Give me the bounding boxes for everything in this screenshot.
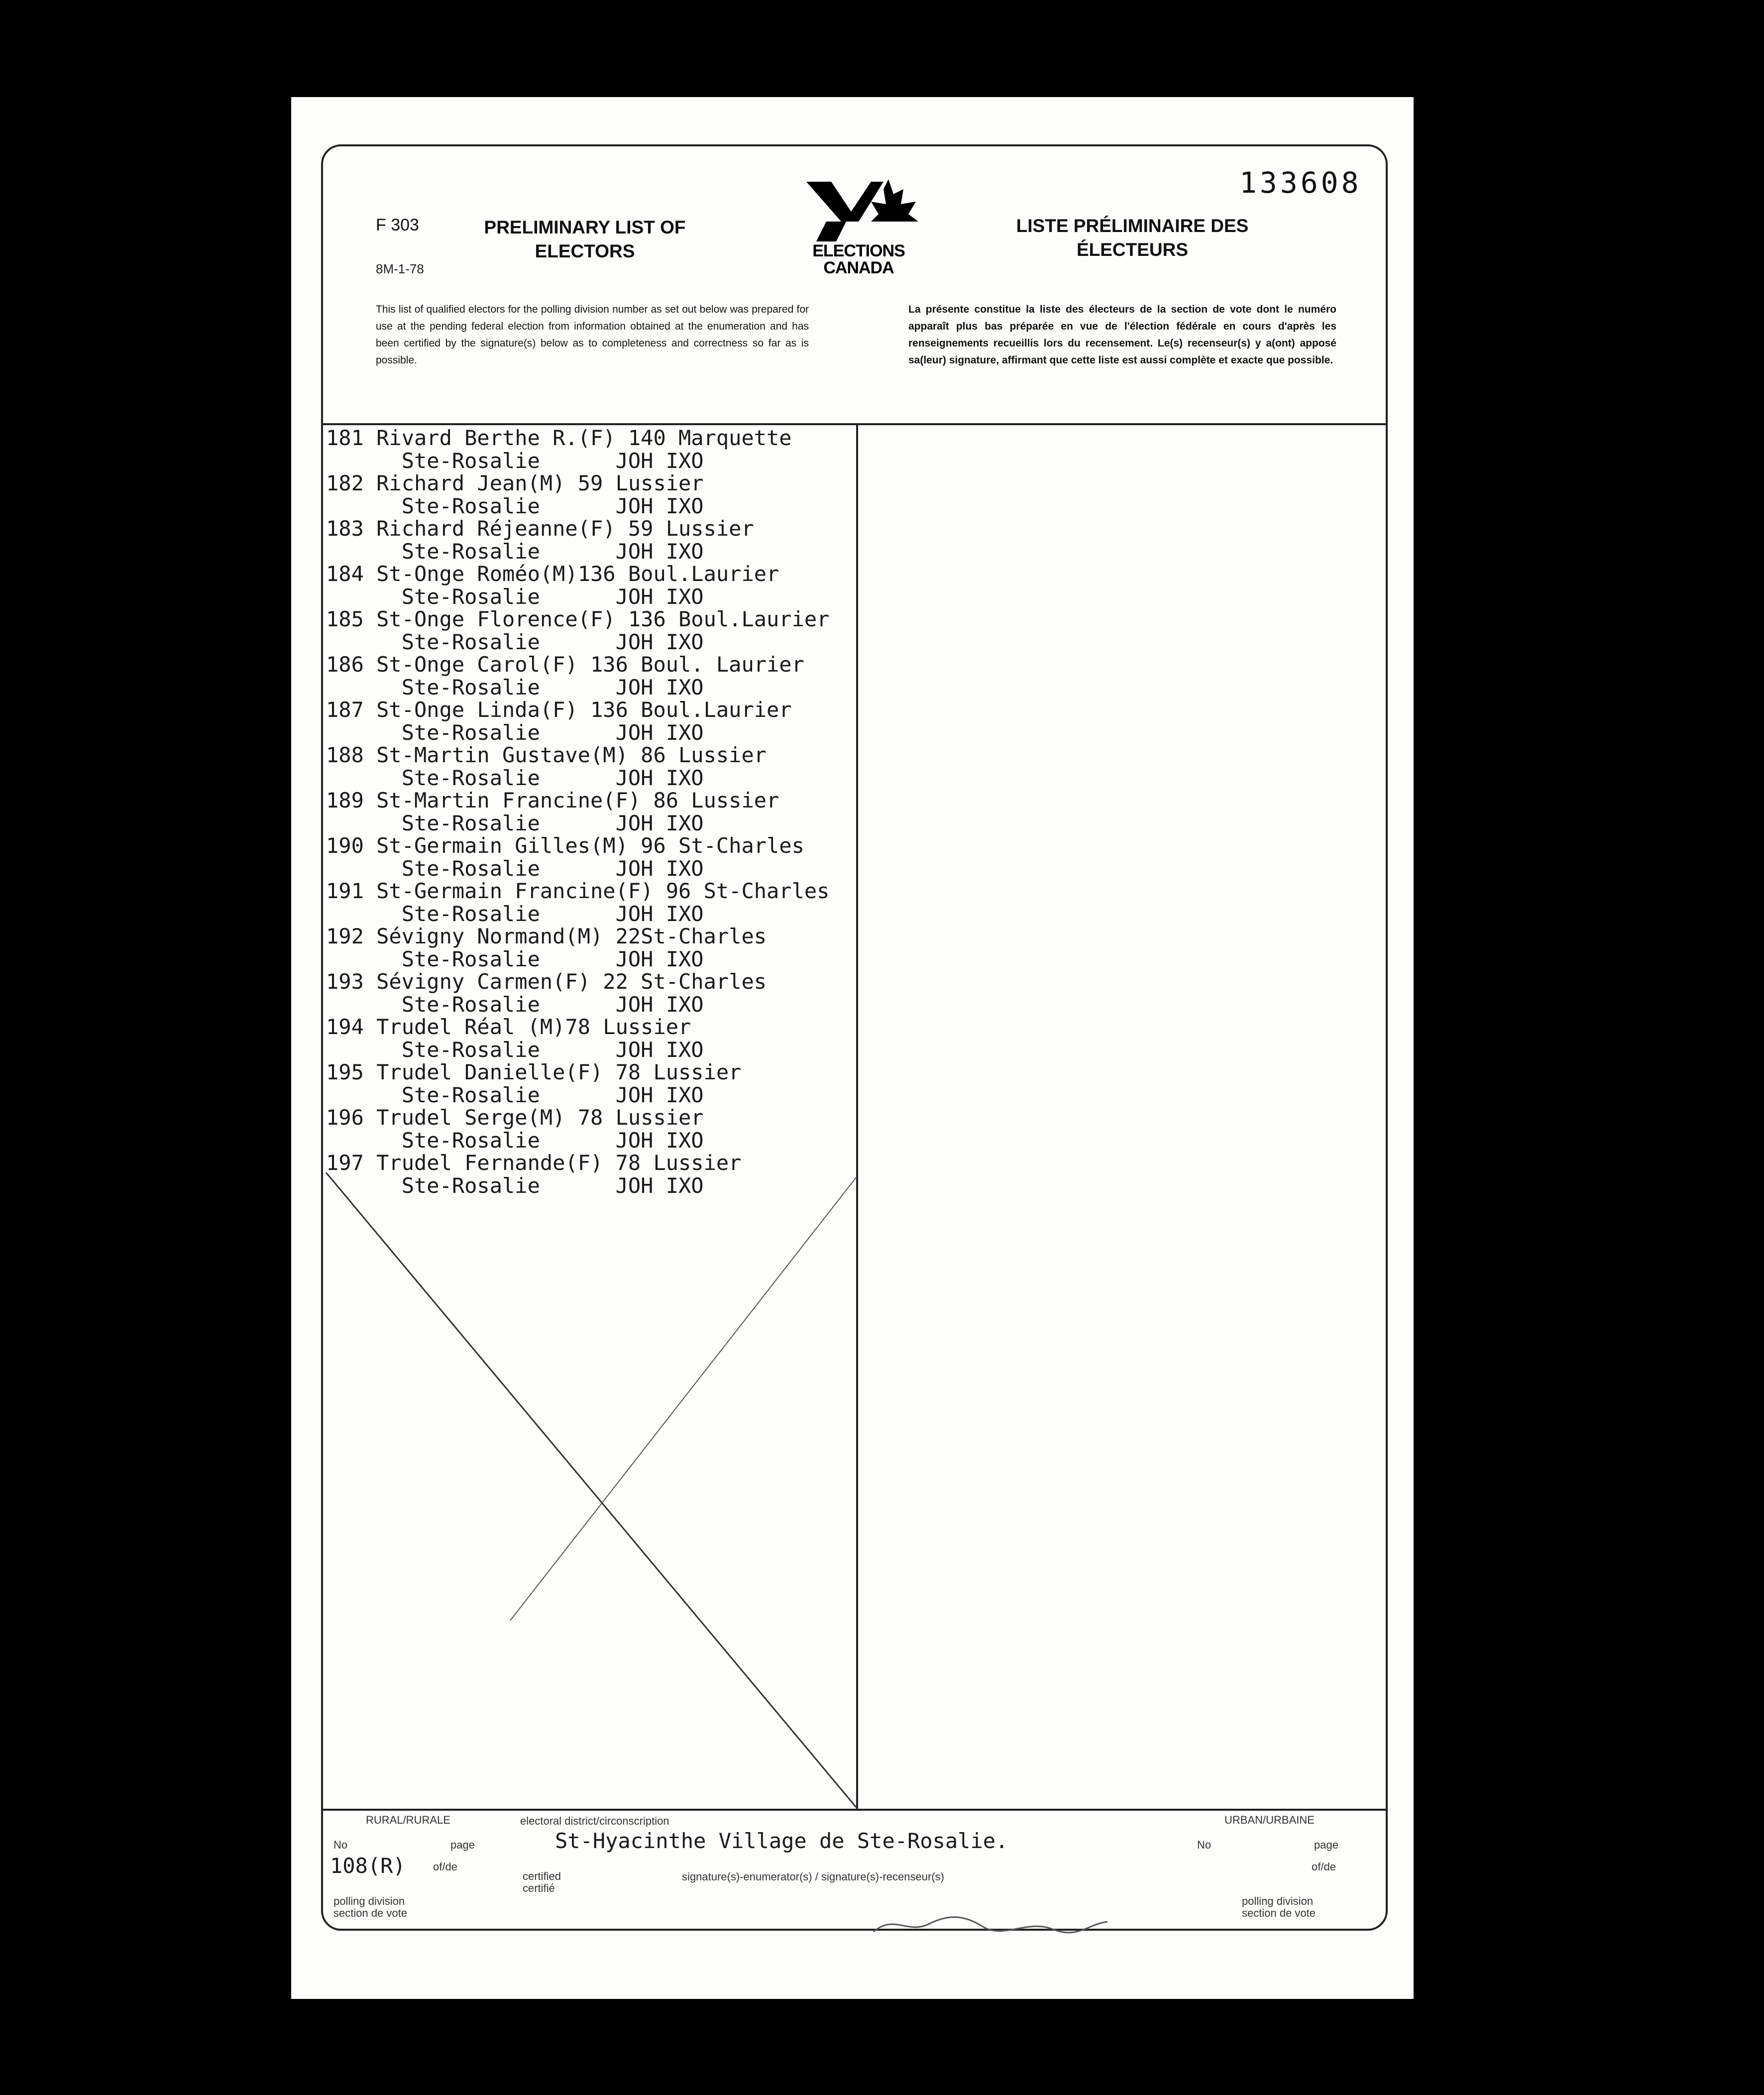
rural-page-label: page [450,1839,475,1851]
elector-name-line: 196 Trudel Serge(M) 78 Lussier [326,1105,704,1130]
elector-address-line: Ste-Rosalie JOH IXO [326,675,704,699]
elector-address-line: Ste-Rosalie JOH IXO [326,449,704,473]
elector-name-line: 185 St-Onge Florence(F) 136 Boul.Laurier [326,607,830,631]
certified-label: certified certifié [523,1870,561,1894]
elector-name-line: 194 Trudel Réal (M)78 Lussier [326,1015,691,1039]
elector-address-line: Ste-Rosalie JOH IXO [326,902,704,926]
rural-label: RURAL/RURALE [366,1814,450,1826]
district-label: electoral district/circonscription [520,1815,669,1827]
cancel-cross-mark [321,1172,859,1810]
enumerator-signature-icon [864,1904,1112,1939]
elector-address-line: Ste-Rosalie JOH IXO [326,539,704,564]
elector-name-line: 187 St-Onge Linda(F) 136 Boul.Laurier [326,698,792,722]
elector-name-line: 189 St-Martin Francine(F) 86 Lussier [326,788,779,813]
urban-of-label: of/de [1312,1861,1336,1873]
title-english: PRELIMINARY LIST OF ELECTORS [484,217,686,261]
elector-name-line: 192 Sévigny Normand(M) 22St-Charles [326,924,767,948]
elector-name-line: 197 Trudel Fernande(F) 78 Lussier [326,1151,742,1175]
urban-label: URBAN/URBAINE [1224,1814,1315,1826]
urban-page-label: page [1314,1839,1338,1851]
elector-name-line: 184 St-Onge Roméo(M)136 Boul.Laurier [326,562,779,586]
elector-name-line: 181 Rivard Berthe R.(F) 140 Marquette [326,426,792,450]
rural-of-label: of/de [433,1861,457,1873]
elector-address-line: Ste-Rosalie JOH IXO [326,992,704,1017]
rural-no-label: No [333,1839,348,1851]
serial-number: 133608 [1239,166,1362,200]
elector-name-line: 188 St-Martin Gustave(M) 86 Lussier [326,743,767,767]
elector-address-line: Ste-Rosalie JOH IXO [326,856,704,881]
elector-name-line: 182 Richard Jean(M) 59 Lussier [326,471,704,495]
title-french: LISTE PRÉLIMINAIRE DES ÉLECTEURS [1016,216,1249,260]
polling-division-number: 108(R) [330,1854,406,1878]
elector-address-line: Ste-Rosalie JOH IXO [326,1083,704,1107]
intro-english: This list of qualified electors for the polling division number as set out below was prepared for use at the pending federal election from information obtained at the enumeration and has been certified by the signature(s) below as to completeness and correctness so far as is possible. [376,304,809,366]
form-date: 8M-1-78 [376,261,424,276]
polling-division-label: polling division section de vote [333,1895,407,1919]
elector-address-line: Ste-Rosalie JOH IXO [326,947,704,971]
elector-address-line: Ste-Rosalie JOH IXO [326,584,704,609]
elector-name-line: 195 Trudel Danielle(F) 78 Lussier [326,1060,742,1084]
district-value: St-Hyacinthe Village de Ste-Rosalie. [555,1829,1008,1853]
elector-address-line: Ste-Rosalie JOH IXO [326,720,704,745]
elector-address-line: Ste-Rosalie JOH IXO [326,811,704,835]
elector-address-line: Ste-Rosalie JOH IXO [326,1128,704,1153]
signature-label: signature(s)-enumerator(s) / signature(s)-recenseur(s) [682,1870,944,1883]
intro-french: La présente constitue la liste des électeurs de la section de vote dont le numéro apparaît plus bas préparée en vue de l'élection fédérale en cours d'après les renseignements recueillis lors du recensement. Le(s) recenseur(s) y a(ont) apposé sa(leur) signature, affirmant que cette liste est aussi complète et exacte que possible. [908,304,1336,366]
urban-polling-division-label: polling division section de vote [1242,1895,1316,1919]
logo-text: ELECTIONS CANADA [812,241,905,277]
elector-address-line: Ste-Rosalie JOH IXO [326,1173,704,1198]
elector-name-line: 191 St-Germain Francine(F) 96 St-Charles [326,879,830,903]
elector-name-line: 190 St-Germain Gilles(M) 96 St-Charles [326,833,804,858]
elector-address-line: Ste-Rosalie JOH IXO [326,766,704,790]
elector-address-line: Ste-Rosalie JOH IXO [326,494,704,518]
elector-address-line: Ste-Rosalie JOH IXO [326,1038,704,1062]
header-divider [321,423,1386,425]
urban-no-label: No [1197,1839,1212,1851]
elector-address-line: Ste-Rosalie JOH IXO [326,630,704,654]
elector-name-line: 193 Sévigny Carmen(F) 22 St-Charles [326,969,767,994]
form-number: F 303 [376,216,419,234]
elector-name-line: 186 St-Onge Carol(F) 136 Boul. Laurier [326,652,804,677]
document-sheet [291,97,1414,1999]
elector-name-line: 183 Richard Réjeanne(F) 59 Lussier [326,516,754,541]
